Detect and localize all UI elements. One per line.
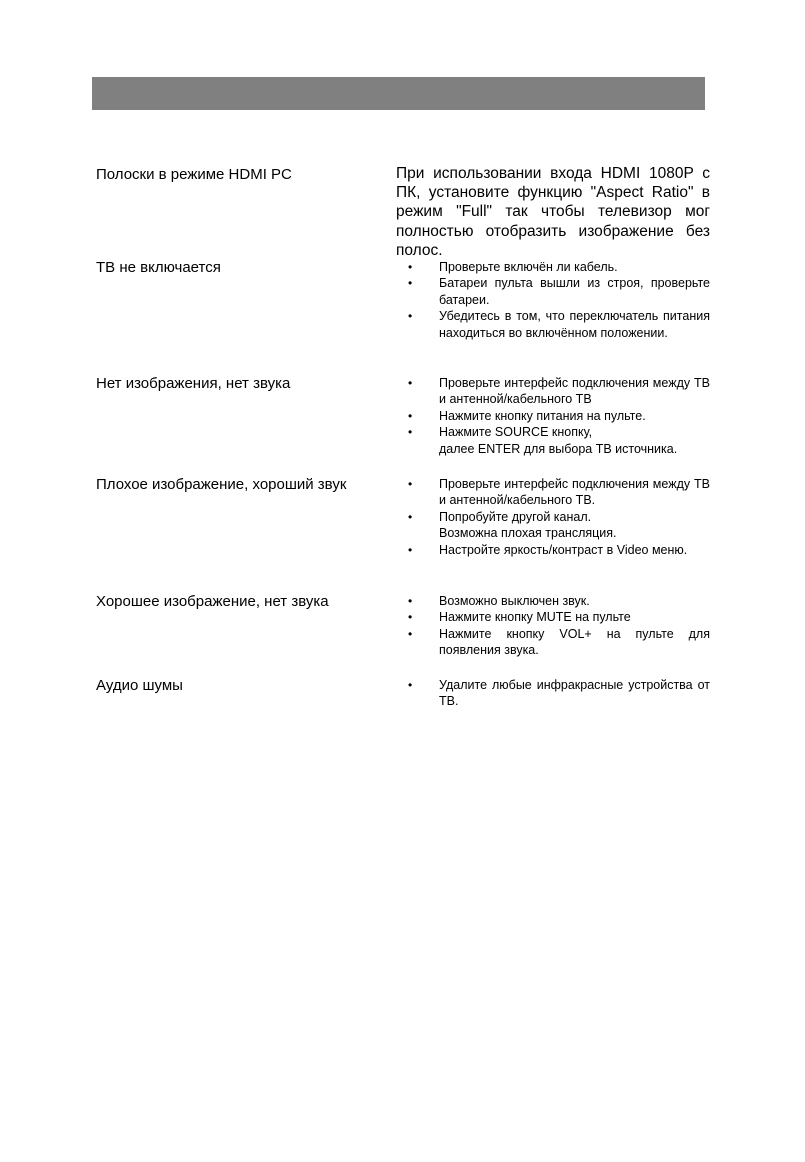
problem-no-picture-no-sound: Нет изображения, нет звука xyxy=(96,375,291,392)
list-item: • Настройте яркость/контраст в Video меню. xyxy=(408,542,688,557)
bullet-icon: • xyxy=(408,626,413,641)
problem-bad-picture-good-sound: Плохое изображение, хороший звук xyxy=(96,476,347,493)
solution-list-good-picture-no-sound xyxy=(396,593,710,659)
list-item-continuation: далее ENTER для выбора ТВ источника. xyxy=(439,441,678,456)
solution-list-bad-picture-good-sound xyxy=(396,476,710,558)
bullet-icon: • xyxy=(408,477,413,491)
list-item-continuation: Возможна плохая трансляция. xyxy=(439,526,617,541)
list-item: • Проверьте интерфейс подключения между ТВ и антенной/кабельного ТВ. xyxy=(408,477,710,508)
list-item: • Удалите любые инфракрасные устройства от ТВ. xyxy=(408,678,710,709)
list-item: • Нажмите SOURCE кнопку, xyxy=(408,425,593,440)
section-header-bar xyxy=(92,77,705,110)
problem-hdmi-pc-stripes: Полоски в режиме HDMI PC xyxy=(96,166,292,183)
solution-list-no-picture-no-sound xyxy=(396,375,710,457)
bullet-icon: • xyxy=(408,425,413,440)
list-item: • Попробуйте другой канал. xyxy=(408,509,592,524)
bullet-icon: • xyxy=(408,276,413,291)
bullet-icon: • xyxy=(408,509,413,524)
list-item: • Нажмите кнопку питания на пульте. xyxy=(408,408,646,423)
list-item: • Возможно выключен звук. xyxy=(408,594,590,608)
solution-list-tv-no-power xyxy=(396,259,710,341)
bullet-icon: • xyxy=(408,610,413,625)
solution-hdmi-pc-stripes: При использовании входа HDMI 1080P с ПК, установите функцию "Aspect Ratio" в режим "Full" так чтобы телевизор мог полностью отобразить изображение без полос. xyxy=(396,165,710,259)
bullet-icon: • xyxy=(408,309,413,324)
bullet-icon: • xyxy=(408,542,413,557)
bullet-icon: • xyxy=(408,408,413,423)
list-item: • Убедитесь в том, что переключатель питания находиться во включённом положении. xyxy=(408,309,710,340)
bullet-icon: • xyxy=(408,678,413,692)
list-item: • Проверьте интерфейс подключения между ТВ и антенной/кабельного ТВ xyxy=(408,376,710,407)
list-item: • Нажмите кнопку VOL+ на пульте для появления звука. xyxy=(408,626,710,658)
bullet-icon: • xyxy=(408,260,413,274)
problem-tv-no-power: ТВ не включается xyxy=(96,259,221,276)
problem-good-picture-no-sound: Хорошее изображение, нет звука xyxy=(96,593,329,610)
bullet-icon: • xyxy=(408,594,413,608)
problem-audio-noise: Аудио шумы xyxy=(96,677,183,694)
bullet-icon: • xyxy=(408,376,413,390)
list-item: • Нажмите кнопку MUTE на пульте xyxy=(408,610,631,625)
solution-list-audio-noise xyxy=(396,677,710,710)
list-item: • Батареи пульта вышли из строя, проверьте батареи. xyxy=(408,276,710,307)
list-item: • Проверьте включён ли кабель. xyxy=(408,260,618,274)
